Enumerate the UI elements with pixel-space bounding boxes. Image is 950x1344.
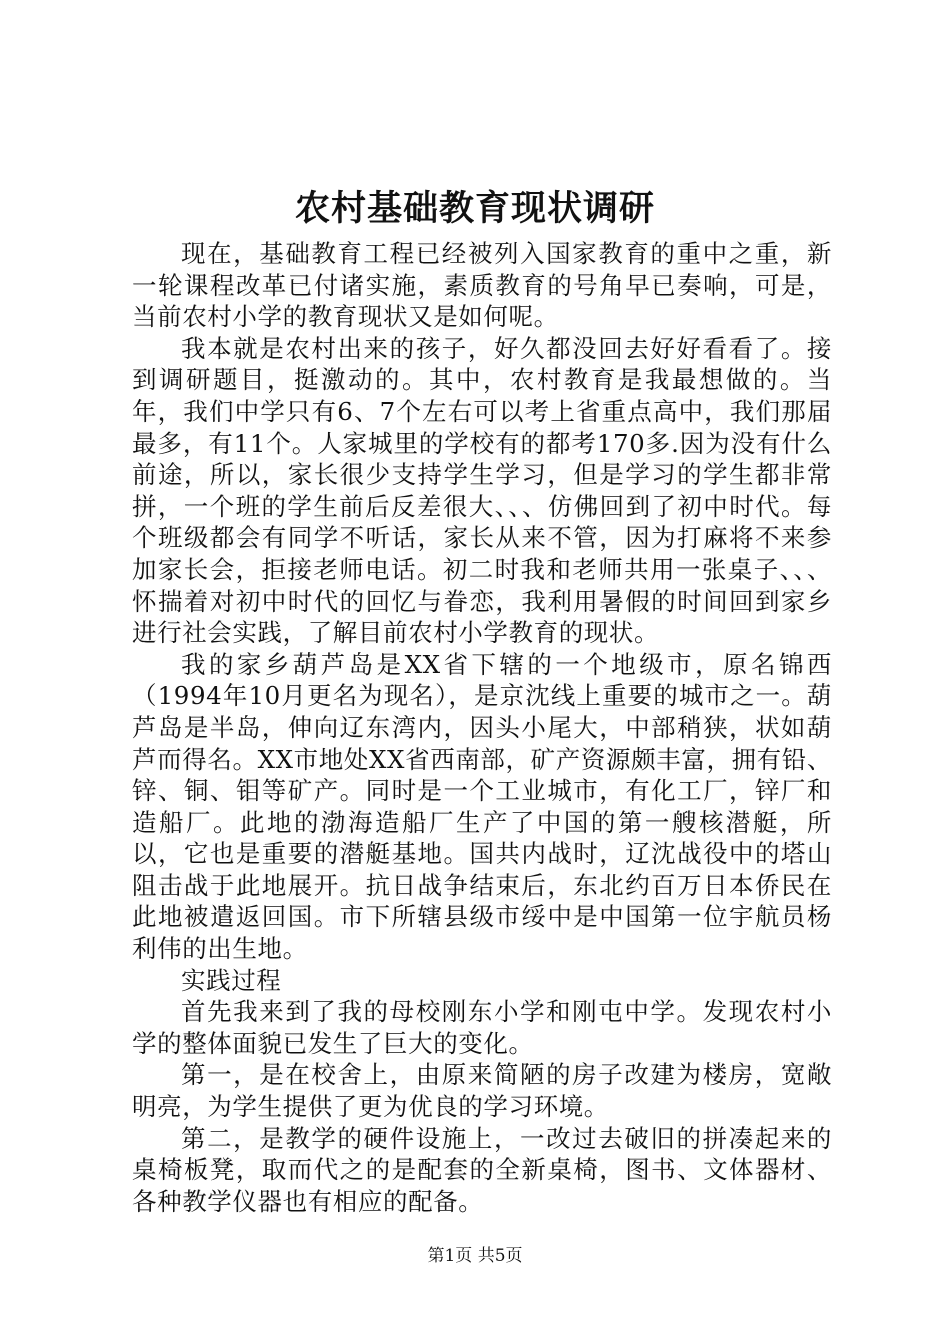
paragraph-point-one: 第一，是在校舍上，由原来简陋的房子改建为楼房，宽敞明亮，为学生提供了更为优良的学习环境。 (132, 1060, 832, 1122)
page-footer: 第1页 共5页 (427, 1246, 523, 1266)
paragraph-hometown: 我的家乡葫芦岛是XX省下辖的一个地级市，原名锦西（1994年10月更名为现名），是京沈线上重要的城市之一。葫芦岛是半岛，伸向辽东湾内，因头小尾大，中部稍狭，状如葫芦而得名。XX市地处XX省西南部，矿产资源颇丰富，拥有铅、锌、铜、钼等矿产。同时是一个工业城市，有化工厂，锌厂和造船厂。此地的渤海造船厂生产了中国的第一艘核潜艇，所以，它也是重要的潜艇基地。国共内战时，辽沈战役中的塔山阻击战于此地展开。抗日战争结束后，东北约百万日本侨民在此地被遣返回国。市下所辖县级市绥中是中国第一位宇航员杨利伟的出生地。 (132, 649, 832, 964)
section-heading-practice: 实践过程 (181, 965, 282, 995)
paragraph-school-visit: 首先我来到了我的母校刚东小学和刚屯中学。发现农村小学的整体面貌已发生了巨大的变化。 (132, 997, 832, 1058)
document-body (132, 238, 832, 1217)
paragraph-background: 我本就是农村出来的孩子，好久都没回去好好看看了。接到调研题目，挺激动的。其中，农村教育是我最想做的。当年，我们中学只有6、7个左右可以考上省重点高中，我们那届最多，有11个。人家城里的学校有的都考170多.因为没有什么前途，所以，家长很少支持学生学习，但是学习的学生都非常拼，一个班的学生前后反差很大、、、仿佛回到了初中时代。每个班级都会有同学不听话，家长从来不管，因为打麻将不来参加家长会，拒接老师电话。初二时我和老师共用一张桌子、、、怀揣着对初中时代的回忆与眷恋，我利用暑假的时间回到家乡进行社会实践，了解目前农村小学教育的现状。 (132, 333, 832, 648)
paragraph-point-two: 第二，是教学的硬件设施上，一改过去破旧的拼凑起来的桌椅板凳，取而代之的是配套的全新桌椅，图书、文体器材、各种教学仪器也有相应的配备。 (132, 1123, 832, 1216)
paragraph-intro: 现在，基础教育工程已经被列入国家教育的重中之重，新一轮课程改革已付诸实施，素质教育的号角早已奏响，可是，当前农村小学的教育现状又是如何呢。 (132, 239, 832, 332)
document-title: 农村基础教育现状调研 (294, 188, 655, 229)
